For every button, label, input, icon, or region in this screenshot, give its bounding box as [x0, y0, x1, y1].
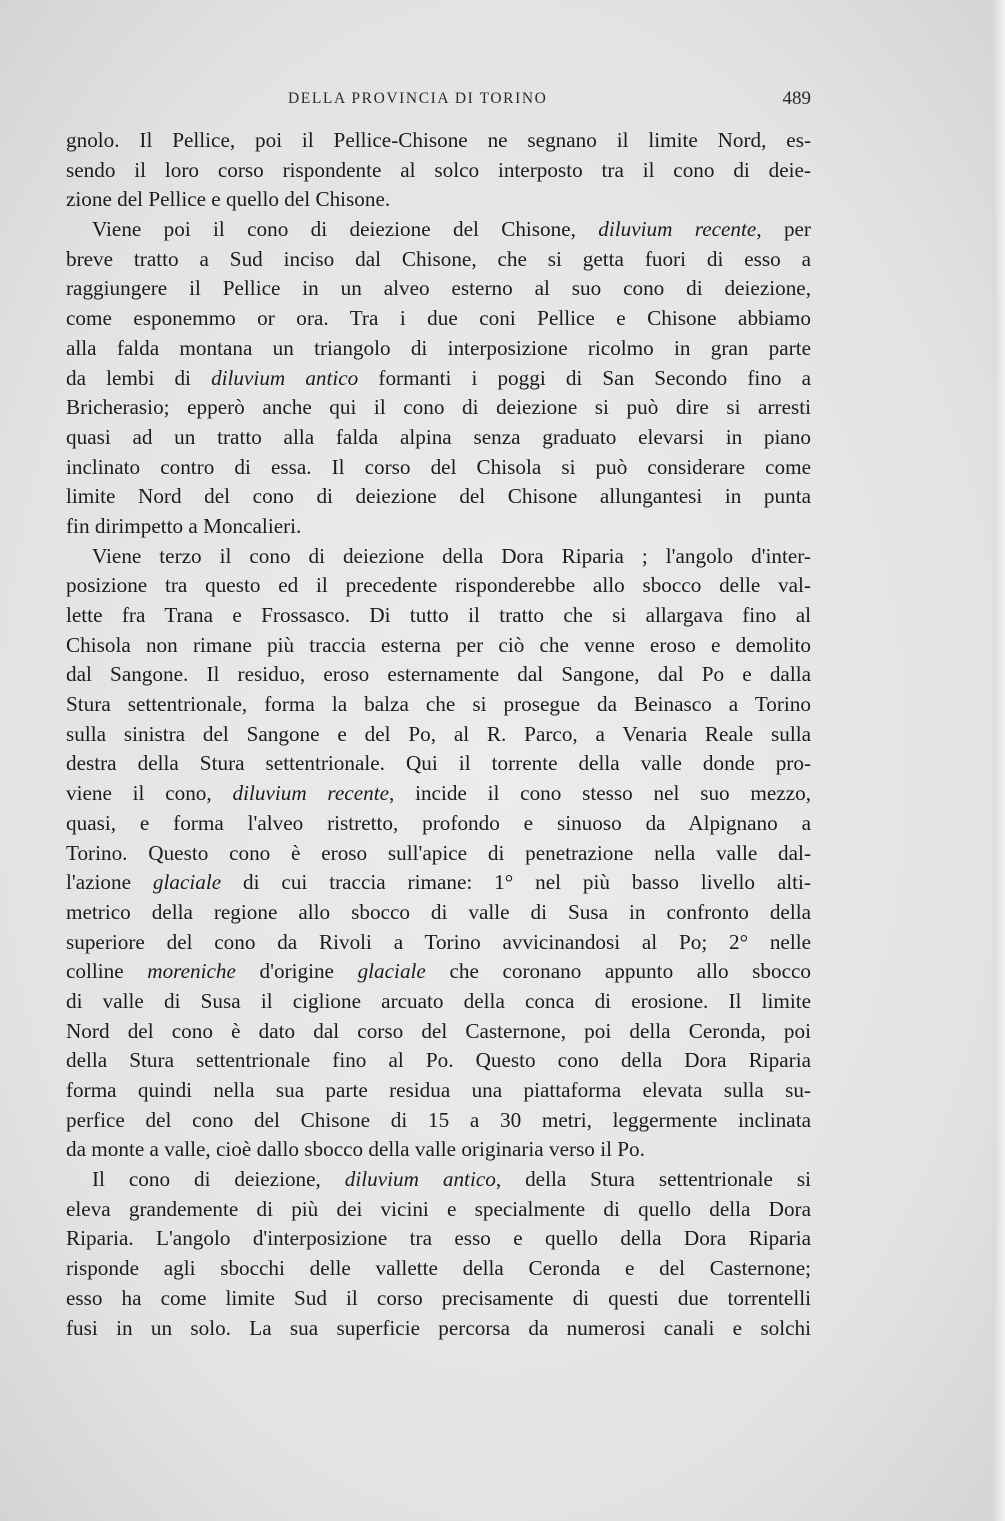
text-fragment: forma quindi nella sua parte residua una piattaforma elevata sulla su- [66, 1078, 811, 1102]
text-fragment: Viene terzo il cono di deiezione della Dora Riparia ; l'angolo d'inter- [92, 543, 811, 568]
text-line [66, 749, 811, 779]
text-fragment: come esponemmo or ora. Tra i due coni Pellice e Chisone abbiamo [66, 306, 811, 331]
text-fragment: di valle di Susa il ciglione arcuato della conca di erosione. Il limite [66, 988, 811, 1013]
text-line [66, 1195, 811, 1225]
italic-term: diluvium antico [211, 365, 359, 390]
text-fragment: breve tratto a Sud inciso dal Chisone, che si getta fuori di esso a [66, 246, 811, 271]
text-line [66, 987, 811, 1017]
text-fragment: risponde agli sbocchi delle vallette della Ceronda e del Casternone; [66, 1256, 811, 1281]
italic-term: diluvium recente [598, 217, 757, 242]
text-fragment: , della Stura settentrionale si [495, 1167, 812, 1192]
text-line [66, 245, 811, 275]
italic-term: moreniche [147, 959, 236, 984]
text-line [66, 720, 811, 750]
text-fragment: Torino. Questo cono è eroso sull'apice di penetrazione nella valle dal- [66, 840, 811, 865]
text-fragment: sendo il loro corso rispondente al solco interposto tra il cono di deie- [66, 157, 811, 182]
text-fragment: Bricherasio; epperò anche qui il cono di deiezione si può dire si arresti [66, 395, 811, 420]
text-line [66, 1106, 811, 1136]
running-head: DELLA PROVINCIA DI TORINO [288, 90, 548, 107]
text-fragment: Nord del cono è dato dal corso del Casternone, poi della Ceronda, poi [66, 1018, 811, 1043]
text-fragment: l'azione [66, 870, 153, 895]
text-fragment: fin dirimpetto a Moncalieri. [66, 513, 302, 538]
text-fragment: d'origine [235, 959, 358, 984]
text-line [66, 126, 811, 156]
text-fragment: eleva grandemente di più dei vicini e specialmente di quello della Dora [66, 1196, 811, 1221]
italic-term: diluvium recente [232, 781, 389, 806]
text-line [66, 1314, 811, 1344]
text-fragment: alla falda montana un triangolo di interposizione ricolmo in gran parte [66, 335, 811, 360]
text-fragment: esso ha come limite Sud il corso precisamente di questi due torrentelli [66, 1285, 811, 1310]
text-line [66, 601, 811, 631]
text-line [66, 571, 811, 601]
text-fragment: lette fra Trana e Frossasco. Di tutto il tratto che si allargava fino al [66, 603, 811, 627]
text-line [66, 185, 811, 215]
text-fragment: fusi in un solo. La sua superficie percorsa da numerosi canali e solchi [66, 1315, 811, 1340]
text-fragment: dal Sangone. Il residuo, eroso esternamente dal Sangone, dal Po e dalla [66, 662, 811, 687]
text-fragment: gnolo. Il Pellice, poi il Pellice-Chisone ne segnano il limite Nord, es- [66, 128, 811, 152]
text-fragment: destra della Stura settentrionale. Qui il torrente della valle donde pro- [66, 751, 811, 776]
text-line [66, 334, 811, 364]
text-fragment: perfice del cono del Chisone di 15 a 30 metri, leggermente inclinata [66, 1107, 811, 1132]
text-line [66, 631, 811, 661]
text-line [66, 1254, 811, 1284]
text-line [66, 542, 811, 572]
text-fragment: colline [66, 959, 148, 984]
text-line [66, 482, 811, 512]
text-fragment: da monte a valle, cioè dallo sbocco della valle originaria verso il Po. [66, 1137, 645, 1162]
text-fragment: quasi, e forma l'alveo ristretto, profondo e sinuoso da Alpignano a [66, 810, 811, 835]
text-fragment: raggiungere il Pellice in un alveo esterno al suo cono di deiezione, [66, 276, 811, 301]
body-text [66, 126, 811, 1343]
text-fragment: quasi ad un tratto alla falda alpina senza graduato elevarsi in piano [66, 424, 811, 449]
page-header [66, 90, 811, 114]
page-number: 489 [782, 88, 811, 109]
text-fragment: posizione tra questo ed il precedente risponderebbe allo sbocco delle val- [66, 573, 811, 598]
text-fragment: inclinato contro di essa. Il corso del Chisola si può considerare come [66, 454, 811, 479]
text-line [66, 453, 811, 483]
text-fragment: da lembi di [66, 365, 212, 390]
text-fragment: sulla sinistra del Sangone e del Po, al R. Parco, a Venaria Reale sulla [66, 721, 811, 746]
italic-term: diluvium antico [344, 1167, 496, 1192]
text-fragment: formanti i poggi di San Secondo fino a [358, 365, 812, 390]
text-fragment: Riparia. L'angolo d'interposizione tra esso e quello della Dora Riparia [66, 1226, 811, 1251]
italic-term: glaciale [152, 870, 222, 895]
text-line [66, 1135, 811, 1165]
text-fragment: di cui traccia rimane: 1° nel più basso livello alti- [221, 870, 811, 895]
text-fragment: Stura settentrionale, forma la balza che si prosegue da Beinasco a Torino [66, 692, 811, 717]
text-fragment: che coronano appunto allo sbocco [425, 959, 811, 984]
text-line [66, 839, 811, 869]
text-line [66, 928, 811, 958]
text-fragment: , incide il cono stesso nel suo mezzo, [388, 781, 812, 806]
text-fragment: superiore del cono da Rivoli a Torino avvicinandosi al Po; 2° nelle [66, 929, 811, 954]
text-line [66, 215, 811, 245]
text-line [66, 156, 811, 186]
text-line [66, 304, 811, 334]
text-line [66, 1165, 811, 1195]
text-fragment: metrico della regione allo sbocco di valle di Susa in confronto della [66, 899, 811, 924]
text-line [66, 898, 811, 928]
text-line [66, 1046, 811, 1076]
text-fragment: zione del Pellice e quello del Chisone. [66, 187, 391, 212]
page-edge [993, 0, 1005, 1521]
text-fragment: Il cono di deiezione, [92, 1167, 345, 1192]
text-fragment: Viene poi il cono di deiezione del Chisone, [92, 217, 599, 242]
text-line [66, 957, 811, 987]
text-line [66, 1284, 811, 1314]
text-fragment: limite Nord del cono di deiezione del Chisone allungantesi in punta [66, 484, 811, 509]
text-line [66, 690, 811, 720]
text-line [66, 423, 811, 453]
text-line [66, 364, 811, 394]
text-fragment: , per [756, 217, 811, 242]
text-line [66, 274, 811, 304]
text-fragment: della Stura settentrionale fino al Po. Questo cono della Dora Riparia [66, 1048, 811, 1073]
text-line [66, 512, 811, 542]
text-fragment: viene il cono, [66, 781, 233, 806]
text-line [66, 868, 811, 898]
text-fragment: Chisola non rimane più traccia esterna per ciò che venne eroso e demolito [66, 632, 811, 657]
text-line [66, 660, 811, 690]
text-line [66, 779, 811, 809]
text-line [66, 1224, 811, 1254]
text-line [66, 1076, 811, 1106]
italic-term: glaciale [357, 959, 426, 984]
text-line [66, 1017, 811, 1047]
text-line [66, 809, 811, 839]
text-line [66, 393, 811, 423]
